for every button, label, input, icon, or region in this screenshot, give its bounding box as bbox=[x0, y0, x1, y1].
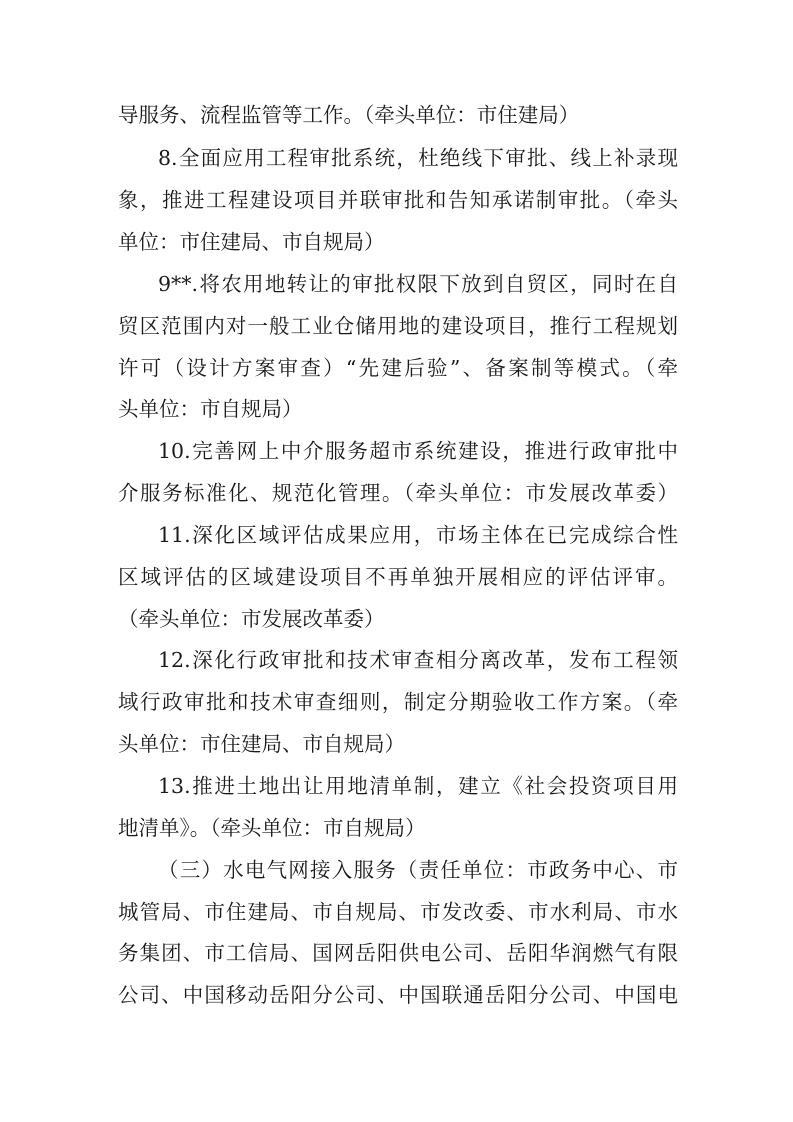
text-line: 导服务、流程监管等工作。（牵头单位：市住建局） bbox=[118, 103, 580, 127]
text-line: 介服务标准化、规范化管理。（牵头单位：市发展改革委） bbox=[118, 481, 678, 505]
text-line: 8.全面应用工程审批系统，杜绝线下审批、线上补录现 bbox=[158, 146, 678, 170]
text-line: 11.深化区域评估成果应用，市场主体在已完成综合性 bbox=[158, 523, 678, 547]
text-line: 区域评估的区域建设项目不再单独开展相应的评估评审。 bbox=[118, 565, 678, 589]
text-line: 9**.将农用地转让的审批权限下放到自贸区，同时在自 bbox=[158, 272, 678, 296]
text-line: 单位：市住建局、市自规局） bbox=[118, 230, 385, 254]
text-line: 贸区范围内对一般工业仓储用地的建设项目，推行工程规划 bbox=[118, 314, 678, 338]
text-line: 务集团、市工信局、国网岳阳供电公司、岳阳华润燃气有限 bbox=[118, 941, 678, 965]
text-line: 公司、中国移动岳阳分公司、中国联通岳阳分公司、中国电 bbox=[118, 983, 678, 1007]
text-line: 头单位：市住建局、市自规局） bbox=[118, 732, 405, 756]
section-heading: （三）水电气网接入服务（责任单位：市政务中心、市 bbox=[158, 858, 678, 882]
text-line: 12.深化行政审批和技术审查相分离改革，发布工程领 bbox=[158, 648, 678, 672]
text-line: 10.完善网上中介服务超市系统建设，推进行政审批中 bbox=[158, 439, 678, 463]
text-line: 13.推进土地出让用地清单制，建立《社会投资项目用 bbox=[158, 774, 678, 798]
text-line: 象，推进工程建设项目并联审批和告知承诺制审批。（牵头 bbox=[118, 188, 678, 212]
text-line: 城管局、市住建局、市自规局、市发改委、市水利局、市水 bbox=[118, 900, 678, 924]
text-line: 头单位：市自规局） bbox=[118, 397, 303, 421]
text-line: 域行政审批和技术审查细则，制定分期验收工作方案。（牵 bbox=[118, 690, 678, 714]
text-line: （牵头单位：市发展改革委） bbox=[118, 607, 385, 631]
text-line: 地清单》。（牵头单位：市自规局） bbox=[118, 816, 426, 840]
text-line: 许可（设计方案审查）“先建后验”、备案制等模式。（牵 bbox=[118, 356, 678, 380]
